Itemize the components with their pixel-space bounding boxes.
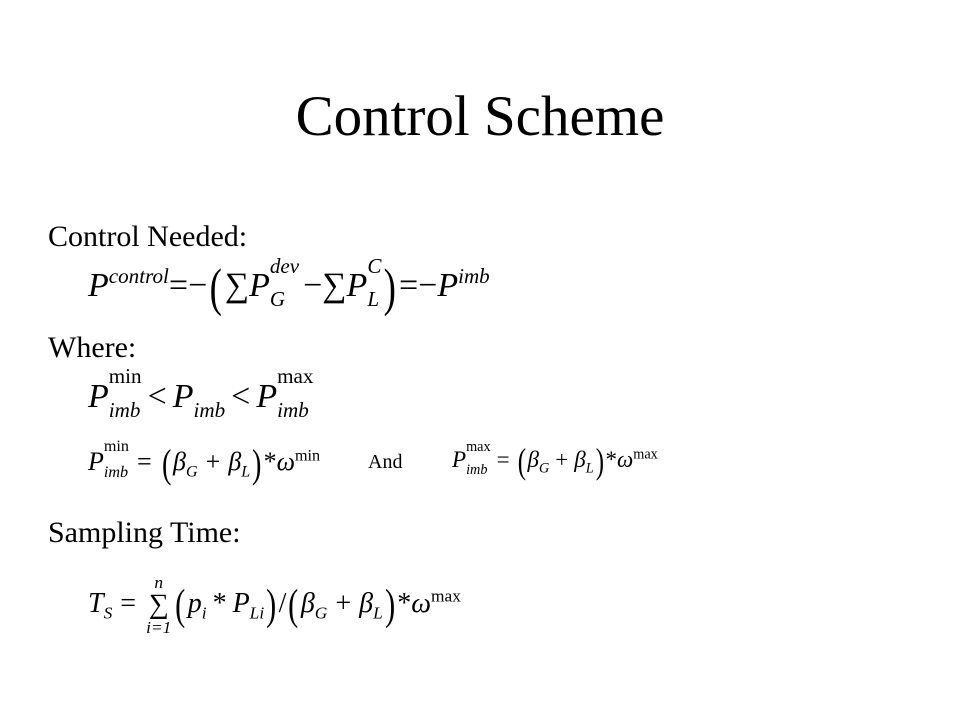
p-imb-max-equation: P max imb = $(\beta_G + \beta_L)*\omega^{max}$	[452, 438, 658, 481]
eq5-sup-omega: max	[430, 586, 461, 606]
eq3-P: P	[88, 447, 104, 477]
eq1-sum: ∑	[224, 267, 250, 305]
eq3-star: *	[263, 447, 277, 477]
eq1-PL: P	[346, 267, 368, 305]
eq2-sub-imb1: imb	[108, 398, 141, 423]
eq3-beta-L: β	[228, 447, 242, 477]
eq3-beta-G: β	[173, 447, 186, 477]
eq3-sup-min: min	[103, 438, 129, 456]
eq5-sub-G: G	[314, 603, 328, 623]
eq4-sup-max: max	[466, 438, 491, 455]
eq5-P: P	[232, 587, 250, 619]
eq2-less-than2: <	[231, 377, 251, 415]
eq4-P: P	[452, 447, 467, 473]
eq5-sum-top: n	[154, 573, 164, 592]
eq1-sup-C: C	[367, 253, 382, 278]
eq4-plus: +	[555, 447, 569, 473]
eq4-equals: =	[496, 447, 510, 473]
eq3-sub-imb: imb	[103, 463, 129, 481]
eq3-plus: +	[205, 447, 221, 477]
eq5-p: p	[187, 587, 202, 619]
eq5-omega: ω	[411, 587, 431, 619]
eq1-equals: =	[168, 267, 189, 305]
control-equation	[88, 253, 490, 317]
eq5-equals: =	[120, 587, 137, 619]
eq2-sub-imb3: imb	[277, 398, 309, 423]
eq5-T: T	[88, 587, 104, 619]
control-needed-label: Control Needed:	[48, 220, 248, 253]
eq3-sub-G: G	[186, 463, 198, 481]
eq4-star: *	[605, 447, 617, 473]
eq4-sub-G: G	[538, 460, 550, 477]
eq5-plus: +	[335, 587, 352, 619]
eq5-star1: *	[212, 587, 227, 619]
eq5-sub-S: S	[103, 603, 113, 623]
eq1-P: P	[88, 267, 109, 305]
eq1-sup-imb: imb	[458, 264, 490, 289]
eq5-sum-symbol: ∑	[148, 589, 169, 621]
eq5-sub-L: L	[373, 603, 383, 623]
eq5-sub-Li: Li	[249, 603, 265, 623]
eq1-P2: P	[437, 267, 459, 305]
eq2-P3: P	[256, 377, 278, 415]
eq5-beta-G: β	[300, 587, 315, 619]
eq5-star2: *	[397, 587, 412, 619]
eq4-beta-L: β	[574, 447, 586, 473]
eq2-P1: P	[88, 377, 109, 415]
eq3-sup-omega: min	[295, 447, 321, 465]
eq3-omega: ω	[276, 447, 296, 477]
sampling-time-equation: $T_S$ = n ∑ i=1 $(p_i * P_{Li})/(\beta_G + \beta_L)*\omega^{max}$	[88, 573, 461, 638]
slide-title: Control Scheme	[295, 85, 665, 148]
eq2-sub-imb2: imb	[193, 398, 226, 423]
eq4-sup-omega: max	[633, 446, 658, 463]
eq1-minus3: −	[418, 267, 438, 305]
eq5-slash: /	[278, 587, 287, 619]
eq1-sub-L: L	[367, 287, 380, 312]
eq1-sub-G: G	[269, 287, 286, 312]
eq5-sub-i: i	[201, 603, 207, 623]
eq1-PG: P	[249, 267, 270, 305]
and-label: And	[368, 451, 403, 473]
eq1-minus2: −	[303, 267, 323, 305]
imbalance-bounds-equation	[88, 364, 314, 423]
eq1-minus: −	[188, 267, 208, 305]
where-label: Where:	[48, 331, 137, 364]
eq4-omega: ω	[617, 447, 634, 473]
sampling-time-label: Sampling Time:	[48, 516, 241, 549]
eq3-sub-L: L	[241, 463, 251, 481]
p-imb-min-equation: P min imb = $(\beta_G + \beta_L)*\omega^{min}$	[88, 438, 321, 486]
eq1-sup-control: control	[108, 264, 169, 289]
eq1-equals2: =	[398, 267, 419, 305]
eq5-summation	[146, 574, 171, 637]
eq1-open-paren: (	[209, 259, 223, 317]
eq2-sup-max: max	[277, 364, 314, 389]
eq4-sub-imb: imb	[466, 461, 488, 478]
eq1-sup-dev: dev	[269, 253, 300, 278]
eq4-sub-L: L	[585, 460, 594, 477]
eq3-equals: =	[136, 447, 152, 477]
eq5-sum-bottom: i=1	[146, 618, 172, 638]
eq2-P2: P	[172, 377, 194, 415]
eq5-beta-L: β	[359, 587, 374, 619]
eq1-close-paren: )	[384, 259, 397, 317]
eq4-beta-G: β	[527, 447, 539, 473]
eq2-sup-min: min	[108, 364, 142, 389]
eq2-less-than1: <	[147, 377, 167, 415]
eq1-sum2: ∑	[322, 267, 347, 305]
